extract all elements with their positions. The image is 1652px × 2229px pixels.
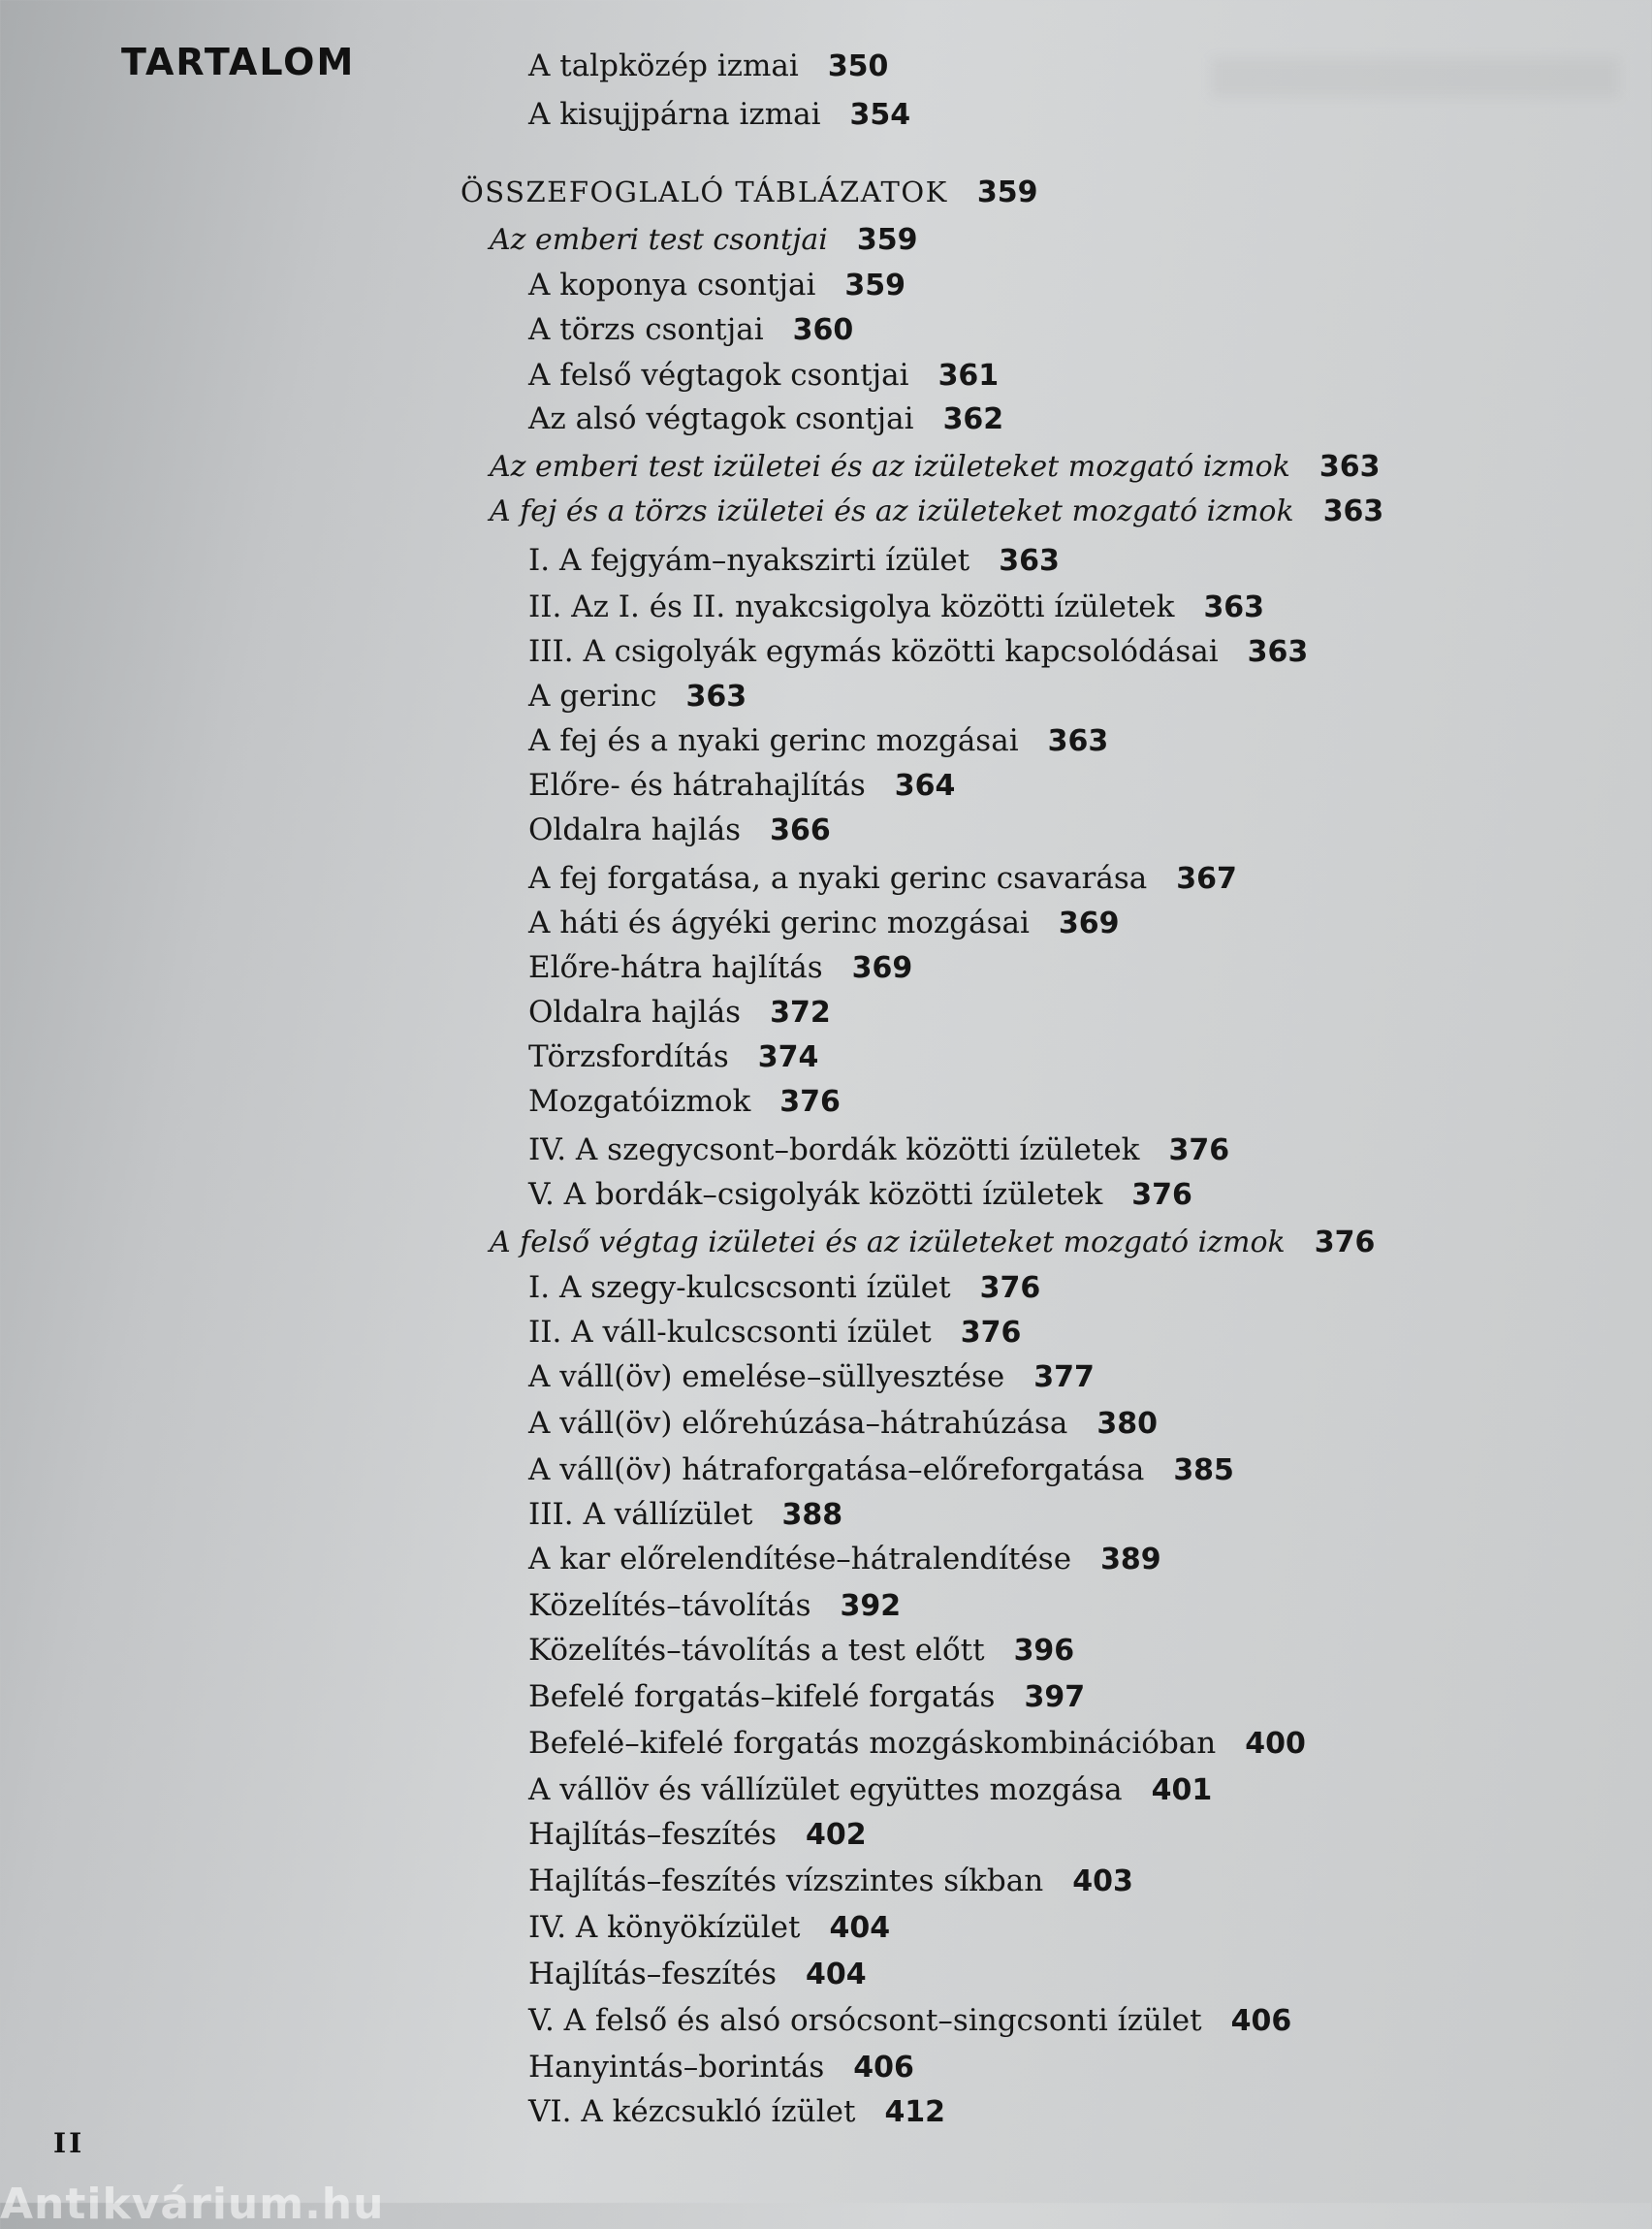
toc-entry-title: ÖSSZEFOGLALÓ TÁBLÁZATOK — [461, 175, 948, 208]
toc-entry — [528, 1268, 1040, 1307]
toc-entry-page: 359 — [844, 269, 906, 303]
toc-entry-page: 372 — [770, 996, 831, 1030]
toc-entry-page: 350 — [827, 49, 889, 83]
toc-entry-title: Az alsó végtagok csontjai — [528, 401, 914, 436]
toc-entry — [528, 1450, 1234, 1489]
toc-entry-title: A kisujjpárna izmai — [528, 97, 821, 132]
toc-entry-page: 377 — [1033, 1360, 1095, 1394]
toc-entry-page: 361 — [937, 359, 1000, 393]
toc-entry-page: 376 — [979, 1271, 1041, 1305]
toc-entry — [528, 859, 1237, 898]
toc-entry-title: Törzsfordítás — [528, 1039, 729, 1074]
toc-entry — [528, 1540, 1161, 1578]
toc-entry-page: 363 — [685, 680, 747, 714]
toc-entry-page: 374 — [757, 1040, 819, 1074]
toc-entry — [528, 1724, 1306, 1763]
toc-entry-page: 404 — [829, 1911, 891, 1945]
toc-entry-title: Előre-hátra hajlítás — [528, 950, 823, 985]
toc-entry-title: A gerinc — [528, 679, 657, 714]
toc-entry-page: 376 — [1168, 1133, 1230, 1167]
toc-entry-page: 359 — [976, 175, 1038, 209]
toc-entry — [528, 1677, 1085, 1716]
toc-entry — [528, 1586, 901, 1625]
toc-entry — [528, 677, 747, 716]
toc-entry-page: 376 — [1131, 1178, 1192, 1212]
toc-entry-title: A koponya csontjai — [528, 268, 816, 303]
toc-entry-title: Az emberi test csontjai — [490, 223, 828, 257]
toc-entry-title: A háti és ágyéki gerinc mozgásai — [528, 906, 1030, 940]
toc-entry — [528, 47, 888, 85]
toc-entry-page: 369 — [1058, 907, 1120, 940]
toc-entry-page: 376 — [779, 1085, 841, 1119]
toc-entry — [528, 721, 1108, 760]
toc-entry-title: A váll(öv) emelése–süllyesztése — [528, 1359, 1005, 1394]
toc-entry-title: A felső végtagok csontjai — [528, 358, 909, 393]
toc-entry-page: 401 — [1151, 1773, 1213, 1807]
toc-entry — [528, 2001, 1291, 2040]
toc-entry-page: 380 — [1096, 1407, 1158, 1441]
toc-heading: TARTALOM — [121, 41, 356, 83]
toc-entry — [528, 993, 831, 1032]
toc-entry-title: Hajlítás–feszítés — [528, 1817, 777, 1852]
toc-entry — [528, 310, 853, 349]
toc-entry — [528, 811, 831, 849]
toc-group-entry — [490, 1224, 1375, 1262]
toc-entry — [528, 356, 999, 395]
toc-entry-title: I. A fejgyám–nyakszirti ízület — [528, 543, 970, 578]
toc-entry-title: Oldalra hajlás — [528, 812, 742, 847]
toc-entry-title: V. A felső és alsó orsócsont–singcsonti ízület — [528, 2003, 1202, 2038]
toc-entry — [528, 588, 1264, 626]
toc-entry — [528, 399, 1003, 438]
toc-entry-title: Az emberi test izületei és az izületeket mozgató izmok — [490, 450, 1290, 484]
toc-entry-page: 367 — [1176, 862, 1237, 896]
toc-entry — [528, 1175, 1192, 1214]
toc-entry — [528, 1082, 841, 1121]
toc-entry-page: 403 — [1072, 1864, 1133, 1898]
toc-entry-page: 362 — [942, 402, 1004, 436]
toc-entry — [528, 948, 912, 987]
page-number: II — [53, 2127, 85, 2159]
toc-entry-title: A felső végtag izületei és az izületeket mozgató izmok — [490, 1226, 1286, 1259]
toc-entry-title: IV. A könyökízület — [528, 1910, 801, 1945]
toc-entry-title: Előre- és hátrahajlítás — [528, 768, 866, 803]
toc-entry-title: Hajlítás–feszítés vízszintes síkban — [528, 1863, 1044, 1898]
toc-entry — [528, 1862, 1133, 1900]
toc-entry-page: 363 — [1047, 724, 1109, 758]
toc-entry — [528, 1770, 1212, 1809]
toc-entry-page: 400 — [1245, 1727, 1306, 1761]
toc-entry — [528, 1313, 1021, 1352]
toc-entry-page: 397 — [1024, 1680, 1086, 1714]
toc-entry — [528, 1955, 867, 1993]
toc-entry-page: 402 — [806, 1818, 867, 1852]
watermark: Antikvárium.hu — [0, 2180, 385, 2229]
toc-entry — [528, 95, 910, 134]
toc-entry-title: III. A csigolyák egymás közötti kapcsolódásai — [528, 634, 1219, 669]
toc-entry — [528, 1357, 1095, 1396]
toc-entry-title: A fej és a nyaki gerinc mozgásai — [528, 723, 1019, 758]
toc-entry-page: 389 — [1100, 1543, 1161, 1576]
toc-entry — [528, 1037, 818, 1076]
toc-entry-title: A fej és a törzs izületei és az izületeket mozgató izmok — [490, 494, 1294, 528]
toc-entry-title: II. A váll-kulcscsonti ízület — [528, 1315, 932, 1350]
toc-entry-page: 366 — [770, 813, 831, 847]
toc-group-entry — [490, 221, 917, 260]
toc-entry-title: Közelítés–távolítás — [528, 1588, 811, 1623]
toc-entry-page: 412 — [884, 2095, 946, 2129]
toc-entry-title: Hanyintás–borintás — [528, 2050, 825, 2085]
toc-entry-page: 360 — [792, 313, 854, 347]
toc-entry-title: V. A bordák–csigolyák közötti ízületek — [528, 1177, 1103, 1212]
toc-entry-page: 359 — [856, 223, 918, 257]
toc-entry — [528, 766, 955, 805]
toc-entry — [528, 1130, 1229, 1169]
toc-entry-title: Közelítés–távolítás a test előtt — [528, 1633, 985, 1668]
toc-entry — [528, 1404, 1158, 1443]
toc-entry-page: 406 — [853, 2051, 914, 2085]
toc-entry — [528, 632, 1308, 671]
toc-entry — [528, 904, 1120, 942]
toc-entry — [528, 1495, 842, 1534]
toc-entry-title: A váll(öv) előrehúzása–hátrahúzása — [528, 1406, 1068, 1441]
toc-entry-page: 363 — [999, 544, 1060, 578]
toc-entry-page: 363 — [1322, 494, 1384, 528]
toc-entry-page: 363 — [1203, 590, 1265, 624]
toc-entry-title: A törzs csontjai — [528, 312, 764, 347]
toc-entry-page: 364 — [894, 769, 956, 803]
toc-entry-page: 354 — [849, 98, 911, 132]
toc-entry-title: III. A vállízület — [528, 1497, 753, 1532]
toc-entry-title: Befelé–kifelé forgatás mozgáskombinációban — [528, 1726, 1217, 1761]
toc-entry — [528, 2048, 914, 2086]
toc-entry-page: 396 — [1013, 1634, 1075, 1668]
toc-entry-title: IV. A szegycsont–bordák közötti ízületek — [528, 1132, 1140, 1167]
toc-group-entry — [490, 493, 1383, 531]
toc-entry-title: VI. A kézcsukló ízület — [528, 2094, 856, 2129]
toc-entry-page: 363 — [1318, 450, 1381, 484]
toc-entry-page: 376 — [960, 1316, 1022, 1350]
toc-entry — [528, 2092, 945, 2131]
toc-entry-page: 388 — [781, 1498, 843, 1532]
toc-entry — [528, 1631, 1074, 1670]
toc-entry-title: A vállöv és vállízület együttes mozgása — [528, 1772, 1123, 1807]
toc-section-heading — [461, 173, 1037, 211]
toc-entry-title: Hajlítás–feszítés — [528, 1957, 777, 1991]
toc-entry-page: 385 — [1173, 1453, 1234, 1487]
toc-entry-page: 376 — [1314, 1226, 1376, 1259]
toc-entry-title: A váll(öv) hátraforgatása–előreforgatása — [528, 1452, 1145, 1487]
toc-entry-page: 363 — [1247, 635, 1309, 669]
toc-entry — [528, 1908, 890, 1947]
toc-entry-page: 406 — [1230, 2004, 1292, 2038]
toc-entry-title: Mozgatóizmok — [528, 1084, 751, 1119]
toc-entry-title: I. A szegy-kulcscsonti ízület — [528, 1270, 951, 1305]
toc-entry-page: 392 — [840, 1589, 902, 1623]
toc-entry-page: 404 — [806, 1958, 867, 1991]
toc-entry-title: Oldalra hajlás — [528, 995, 742, 1030]
toc-entry-title: A fej forgatása, a nyaki gerinc csavarása — [528, 861, 1148, 896]
toc-entry-title: Befelé forgatás–kifelé forgatás — [528, 1679, 996, 1714]
toc-entry-title: A kar előrelendítése–hátralendítése — [528, 1542, 1072, 1576]
toc-entry-page: 369 — [851, 951, 913, 985]
toc-entry-title: II. Az I. és II. nyakcsigolya közötti ízületek — [528, 589, 1175, 624]
toc-entry-title: A talpközép izmai — [528, 48, 799, 83]
toc-entry — [528, 266, 905, 304]
toc-entry — [528, 1815, 867, 1854]
toc-entry — [528, 541, 1060, 580]
toc-group-entry — [490, 448, 1381, 487]
